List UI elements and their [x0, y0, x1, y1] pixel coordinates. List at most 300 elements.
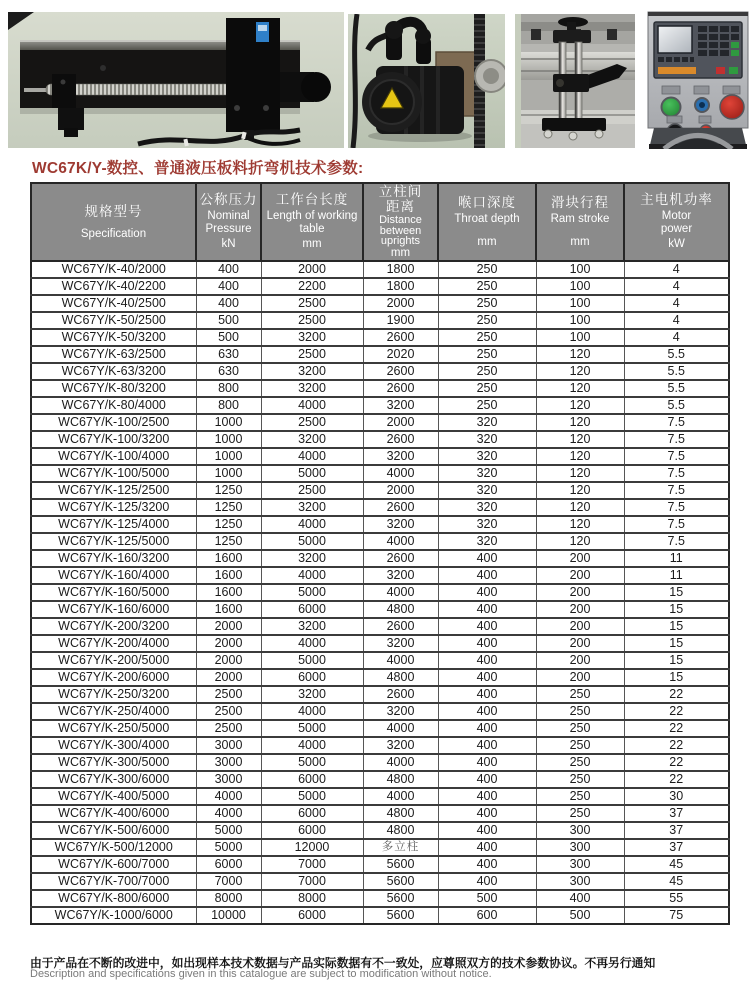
header-unit: mm: [302, 238, 322, 251]
value-cell: 2000: [196, 652, 261, 669]
value-cell: 400: [438, 618, 536, 635]
value-cell: 2000: [196, 618, 261, 635]
table-row: [31, 482, 729, 499]
table-row: [31, 703, 729, 720]
value-cell: 5000: [196, 839, 261, 856]
value-cell: 320: [438, 533, 536, 550]
value-cell: 5000: [196, 822, 261, 839]
model-cell: WC67Y/K-300/6000: [31, 771, 196, 788]
model-cell: WC67Y/K-40/2500: [31, 295, 196, 312]
value-cell: 7.5: [624, 414, 729, 431]
value-cell: 100: [536, 329, 624, 346]
value-cell: 100: [536, 312, 624, 329]
value-cell: 3200: [363, 516, 438, 533]
value-cell: 2000: [196, 635, 261, 652]
value-cell: 400: [438, 805, 536, 822]
model-cell: WC67Y/K-100/3200: [31, 431, 196, 448]
servo-motor-illustration: [348, 14, 505, 148]
value-cell: 120: [536, 363, 624, 380]
value-cell: 15: [624, 635, 729, 652]
column-header-throat-depth: [438, 183, 536, 261]
value-cell: 1600: [196, 584, 261, 601]
value-cell: 4000: [196, 805, 261, 822]
value-cell: 6000: [196, 856, 261, 873]
value-cell: 4800: [363, 805, 438, 822]
value-cell: 6000: [261, 601, 363, 618]
table-row: [31, 516, 729, 533]
table-row: [31, 856, 729, 873]
table-row: [31, 363, 729, 380]
value-cell: 4800: [363, 669, 438, 686]
value-cell: 400: [438, 720, 536, 737]
value-cell: 250: [438, 278, 536, 295]
value-cell: 250: [536, 686, 624, 703]
model-cell: WC67Y/K-700/7000: [31, 873, 196, 890]
table-row: [31, 890, 729, 907]
table-row: [31, 839, 729, 856]
value-cell: 4800: [363, 822, 438, 839]
value-cell: 250: [536, 754, 624, 771]
value-cell: 1250: [196, 482, 261, 499]
value-cell: 5.5: [624, 363, 729, 380]
value-cell: 22: [624, 686, 729, 703]
value-cell: 11: [624, 567, 729, 584]
table-row: [31, 295, 729, 312]
footnote-english: Description and specifications given in this catalogue are subject to modification without notice.: [30, 968, 492, 980]
value-cell: 2020: [363, 346, 438, 363]
value-cell: 250: [438, 363, 536, 380]
value-cell: 400: [438, 771, 536, 788]
value-cell: 7.5: [624, 533, 729, 550]
specification-table: [30, 182, 730, 925]
value-cell: 3200: [363, 567, 438, 584]
value-cell: 7.5: [624, 448, 729, 465]
value-cell: 4000: [261, 397, 363, 414]
value-cell: 22: [624, 720, 729, 737]
value-cell: 400: [438, 567, 536, 584]
value-cell: 400: [438, 601, 536, 618]
value-cell: 15: [624, 584, 729, 601]
value-cell: 400: [196, 261, 261, 278]
value-cell: 5.5: [624, 397, 729, 414]
header-unit: kW: [668, 238, 685, 251]
header-en: Length of working table: [266, 210, 358, 235]
value-cell: 5600: [363, 856, 438, 873]
value-cell: 2500: [261, 414, 363, 431]
value-cell: 120: [536, 346, 624, 363]
value-cell: 2000: [261, 261, 363, 278]
column-header-nominal-pressure: [196, 183, 261, 261]
value-cell: 5000: [261, 533, 363, 550]
value-cell: 100: [536, 261, 624, 278]
table-row: [31, 567, 729, 584]
value-cell: 400: [438, 822, 536, 839]
model-cell: WC67Y/K-250/5000: [31, 720, 196, 737]
model-cell: WC67Y/K-100/5000: [31, 465, 196, 482]
footnote-chinese: 由于产品在不断的改进中，如出现样本技术数据与产品实际数据有不一致处，应尊照双方的技术参数协议。不再另行通知: [30, 956, 656, 970]
table-row: [31, 805, 729, 822]
value-cell: 400: [438, 584, 536, 601]
value-cell: 22: [624, 737, 729, 754]
value-cell: 4: [624, 295, 729, 312]
header-zh-line2: 距离: [386, 199, 415, 214]
page-title: WC67K/Y-数控、普通液压板料折弯机技术参数:: [32, 160, 364, 177]
value-cell: 7000: [196, 873, 261, 890]
value-cell: 3200: [261, 431, 363, 448]
value-cell: 1000: [196, 414, 261, 431]
value-cell: 8000: [196, 890, 261, 907]
value-cell: 400: [438, 703, 536, 720]
value-cell: 120: [536, 499, 624, 516]
backgauge-ballscrew-illustration: [8, 12, 344, 148]
value-cell: 1000: [196, 465, 261, 482]
value-cell: 4: [624, 329, 729, 346]
header-en: Motor power: [660, 210, 693, 235]
value-cell: 2500: [261, 295, 363, 312]
value-cell: 250: [438, 380, 536, 397]
table-row: [31, 652, 729, 669]
value-cell: 800: [196, 397, 261, 414]
value-cell: 6000: [261, 771, 363, 788]
model-cell: WC67Y/K-50/3200: [31, 329, 196, 346]
value-cell: 4000: [261, 737, 363, 754]
servo-motor-photo: [348, 14, 505, 148]
header-zh: 喉口深度: [458, 195, 516, 210]
value-cell: 37: [624, 839, 729, 856]
value-cell: 500: [196, 329, 261, 346]
value-cell: 5000: [261, 754, 363, 771]
model-cell: WC67Y/K-300/5000: [31, 754, 196, 771]
value-cell: 1250: [196, 533, 261, 550]
header-unit: mm: [570, 235, 590, 248]
value-cell: 400: [438, 788, 536, 805]
model-cell: WC67Y/K-160/5000: [31, 584, 196, 601]
control-pendant-illustration: [646, 10, 750, 149]
model-cell: WC67Y/K-500/12000: [31, 839, 196, 856]
value-cell: 4: [624, 312, 729, 329]
value-cell: 2500: [261, 312, 363, 329]
model-cell: WC67Y/K-400/5000: [31, 788, 196, 805]
value-cell: 200: [536, 567, 624, 584]
value-cell: 4000: [196, 788, 261, 805]
value-cell: 5000: [261, 788, 363, 805]
value-cell: 5000: [261, 465, 363, 482]
model-cell: WC67Y/K-125/3200: [31, 499, 196, 516]
support-column-illustration: [515, 14, 635, 148]
value-cell: 2000: [363, 414, 438, 431]
value-cell: 500: [536, 907, 624, 924]
table-row: [31, 499, 729, 516]
value-cell: 320: [438, 499, 536, 516]
value-cell: 400: [438, 856, 536, 873]
value-cell: 800: [196, 380, 261, 397]
header-zh: 公称压力: [199, 192, 258, 208]
value-cell: 100: [536, 295, 624, 312]
header-en: Nominal Pressure: [205, 210, 252, 235]
value-cell: 300: [536, 856, 624, 873]
value-cell: 1000: [196, 431, 261, 448]
value-cell: 2600: [363, 686, 438, 703]
value-cell: 15: [624, 601, 729, 618]
model-cell: WC67Y/K-400/6000: [31, 805, 196, 822]
value-cell: 400: [438, 550, 536, 567]
model-cell: WC67Y/K-63/3200: [31, 363, 196, 380]
value-cell: 4000: [363, 465, 438, 482]
value-cell: 1250: [196, 499, 261, 516]
value-cell: 4000: [363, 584, 438, 601]
value-cell: 6000: [261, 805, 363, 822]
value-cell: 1800: [363, 261, 438, 278]
value-cell: 250: [438, 397, 536, 414]
value-cell: 2600: [363, 618, 438, 635]
table-row: [31, 771, 729, 788]
value-cell: 45: [624, 873, 729, 890]
table-row: [31, 635, 729, 652]
value-cell: 120: [536, 448, 624, 465]
value-cell: 30: [624, 788, 729, 805]
value-cell: 3200: [261, 380, 363, 397]
table-row: [31, 788, 729, 805]
value-cell: 3200: [261, 329, 363, 346]
value-cell: 250: [536, 737, 624, 754]
table-row: [31, 414, 729, 431]
value-cell: 250: [536, 720, 624, 737]
value-cell: 400: [438, 737, 536, 754]
value-cell: 400: [438, 754, 536, 771]
value-cell: 3200: [363, 397, 438, 414]
value-cell: 3200: [261, 363, 363, 380]
value-cell: 200: [536, 618, 624, 635]
header-en: Distance between uprights: [379, 214, 422, 247]
value-cell: 5000: [261, 720, 363, 737]
value-cell: 12000: [261, 839, 363, 856]
model-cell: WC67Y/K-63/2500: [31, 346, 196, 363]
value-cell: 4800: [363, 601, 438, 618]
model-cell: WC67Y/K-300/4000: [31, 737, 196, 754]
value-cell: 8000: [261, 890, 363, 907]
value-cell: 7.5: [624, 431, 729, 448]
table-row: [31, 618, 729, 635]
value-cell: 120: [536, 397, 624, 414]
model-cell: WC67Y/K-125/4000: [31, 516, 196, 533]
table-row: [31, 380, 729, 397]
value-cell: 630: [196, 363, 261, 380]
value-cell: 2000: [363, 295, 438, 312]
value-cell: 2500: [196, 703, 261, 720]
table-row: [31, 907, 729, 924]
table-row: [31, 873, 729, 890]
value-cell: 2600: [363, 380, 438, 397]
model-cell: WC67Y/K-100/2500: [31, 414, 196, 431]
value-cell: 4000: [363, 652, 438, 669]
value-cell: 400: [438, 652, 536, 669]
value-cell: 7.5: [624, 516, 729, 533]
value-cell: 4000: [261, 567, 363, 584]
value-cell: 2600: [363, 431, 438, 448]
model-cell: WC67Y/K-40/2000: [31, 261, 196, 278]
value-cell: 1900: [363, 312, 438, 329]
model-cell: WC67Y/K-160/6000: [31, 601, 196, 618]
value-cell: 3000: [196, 737, 261, 754]
value-cell: 400: [438, 635, 536, 652]
value-cell: 2600: [363, 499, 438, 516]
value-cell: 4: [624, 261, 729, 278]
model-cell: WC67Y/K-1000/6000: [31, 907, 196, 924]
value-cell: 2500: [261, 346, 363, 363]
header-zh: 规格型号: [84, 203, 143, 219]
value-cell: 2500: [196, 720, 261, 737]
header-en: Throat depth: [454, 213, 520, 225]
header-zh: 主电机功率: [640, 192, 713, 208]
value-cell: 400: [438, 686, 536, 703]
value-cell: 3200: [261, 550, 363, 567]
table-row: [31, 601, 729, 618]
model-cell: WC67Y/K-80/4000: [31, 397, 196, 414]
value-cell: 6000: [261, 669, 363, 686]
value-cell: 5600: [363, 907, 438, 924]
value-cell: 250: [438, 329, 536, 346]
value-cell: 400: [536, 890, 624, 907]
value-cell: 120: [536, 465, 624, 482]
value-cell: 3200: [363, 448, 438, 465]
value-cell: 5000: [261, 652, 363, 669]
value-cell: 3200: [261, 618, 363, 635]
table-row: [31, 346, 729, 363]
value-cell: 10000: [196, 907, 261, 924]
header-zh: 工作台长度: [275, 192, 349, 208]
value-cell: 250: [536, 771, 624, 788]
value-cell: 320: [438, 482, 536, 499]
column-header-specification: [31, 183, 196, 261]
value-cell: 22: [624, 703, 729, 720]
value-cell: 250: [536, 788, 624, 805]
value-cell: 2000: [196, 669, 261, 686]
value-cell: 120: [536, 482, 624, 499]
value-cell: 7000: [261, 873, 363, 890]
header-unit: mm: [390, 246, 411, 259]
header-en: Specification: [80, 227, 147, 240]
value-cell: 2200: [261, 278, 363, 295]
column-header-table-length: [261, 183, 363, 261]
value-cell: 4000: [261, 448, 363, 465]
value-cell: 2600: [363, 550, 438, 567]
value-cell: 200: [536, 584, 624, 601]
value-cell: 7.5: [624, 482, 729, 499]
value-cell: 4: [624, 278, 729, 295]
model-cell: WC67Y/K-125/2500: [31, 482, 196, 499]
model-cell: WC67Y/K-100/4000: [31, 448, 196, 465]
table-row: [31, 550, 729, 567]
model-cell: WC67Y/K-200/3200: [31, 618, 196, 635]
column-header-motor-power: [624, 183, 729, 261]
value-cell: 15: [624, 652, 729, 669]
value-cell: 250: [438, 295, 536, 312]
header-zh: 立柱间: [378, 184, 423, 199]
value-cell: 1600: [196, 601, 261, 618]
value-cell: 250: [438, 346, 536, 363]
value-cell: 1000: [196, 448, 261, 465]
value-cell: 4000: [363, 788, 438, 805]
value-cell: 120: [536, 414, 624, 431]
table-row: [31, 584, 729, 601]
header-zh: 滑块行程: [551, 195, 609, 210]
value-cell: 5600: [363, 873, 438, 890]
column-header-ram-stroke: [536, 183, 624, 261]
value-cell: 250: [536, 805, 624, 822]
table-row: [31, 261, 729, 278]
value-cell: 200: [536, 652, 624, 669]
value-cell: 3000: [196, 754, 261, 771]
value-cell: 7.5: [624, 499, 729, 516]
value-cell: 200: [536, 669, 624, 686]
value-cell: 250: [438, 312, 536, 329]
model-cell: WC67Y/K-500/6000: [31, 822, 196, 839]
table-row: [31, 720, 729, 737]
value-cell: 200: [536, 601, 624, 618]
value-cell: 320: [438, 431, 536, 448]
model-cell: WC67Y/K-800/6000: [31, 890, 196, 907]
value-cell: 3200: [363, 635, 438, 652]
value-cell: 120: [536, 380, 624, 397]
table-row: [31, 278, 729, 295]
table-row: [31, 312, 729, 329]
value-cell: 320: [438, 448, 536, 465]
value-cell: 320: [438, 516, 536, 533]
value-cell: 3200: [363, 737, 438, 754]
value-cell: 2600: [363, 329, 438, 346]
table-row: [31, 669, 729, 686]
value-cell: 4000: [363, 754, 438, 771]
model-cell: WC67Y/K-600/7000: [31, 856, 196, 873]
value-cell: 200: [536, 550, 624, 567]
value-cell: 1600: [196, 567, 261, 584]
value-cell: 7.5: [624, 465, 729, 482]
table-row: [31, 448, 729, 465]
header-unit: kN: [221, 238, 236, 251]
value-cell: 75: [624, 907, 729, 924]
support-column-photo: [515, 14, 635, 148]
value-cell: 600: [438, 907, 536, 924]
value-cell: 400: [438, 669, 536, 686]
value-cell: 2600: [363, 363, 438, 380]
model-cell: WC67Y/K-160/4000: [31, 567, 196, 584]
model-cell: WC67Y/K-200/6000: [31, 669, 196, 686]
table-row: [31, 397, 729, 414]
table-row: [31, 465, 729, 482]
model-cell: WC67Y/K-160/3200: [31, 550, 196, 567]
value-cell: 400: [196, 278, 261, 295]
value-cell: 6000: [261, 907, 363, 924]
model-cell: WC67Y/K-250/3200: [31, 686, 196, 703]
table-row: [31, 754, 729, 771]
value-cell: 4000: [261, 635, 363, 652]
value-cell: 3200: [261, 499, 363, 516]
table-row: [31, 822, 729, 839]
value-cell: 100: [536, 278, 624, 295]
value-cell: 500: [196, 312, 261, 329]
header-en: Ram stroke: [550, 213, 610, 225]
value-cell: 多立柱: [363, 839, 438, 856]
model-cell: WC67Y/K-200/4000: [31, 635, 196, 652]
value-cell: 5600: [363, 890, 438, 907]
value-cell: 4000: [363, 533, 438, 550]
table-header: [31, 183, 729, 261]
value-cell: 5.5: [624, 346, 729, 363]
value-cell: 120: [536, 431, 624, 448]
value-cell: 5.5: [624, 380, 729, 397]
value-cell: 3000: [196, 771, 261, 788]
value-cell: 4000: [363, 720, 438, 737]
